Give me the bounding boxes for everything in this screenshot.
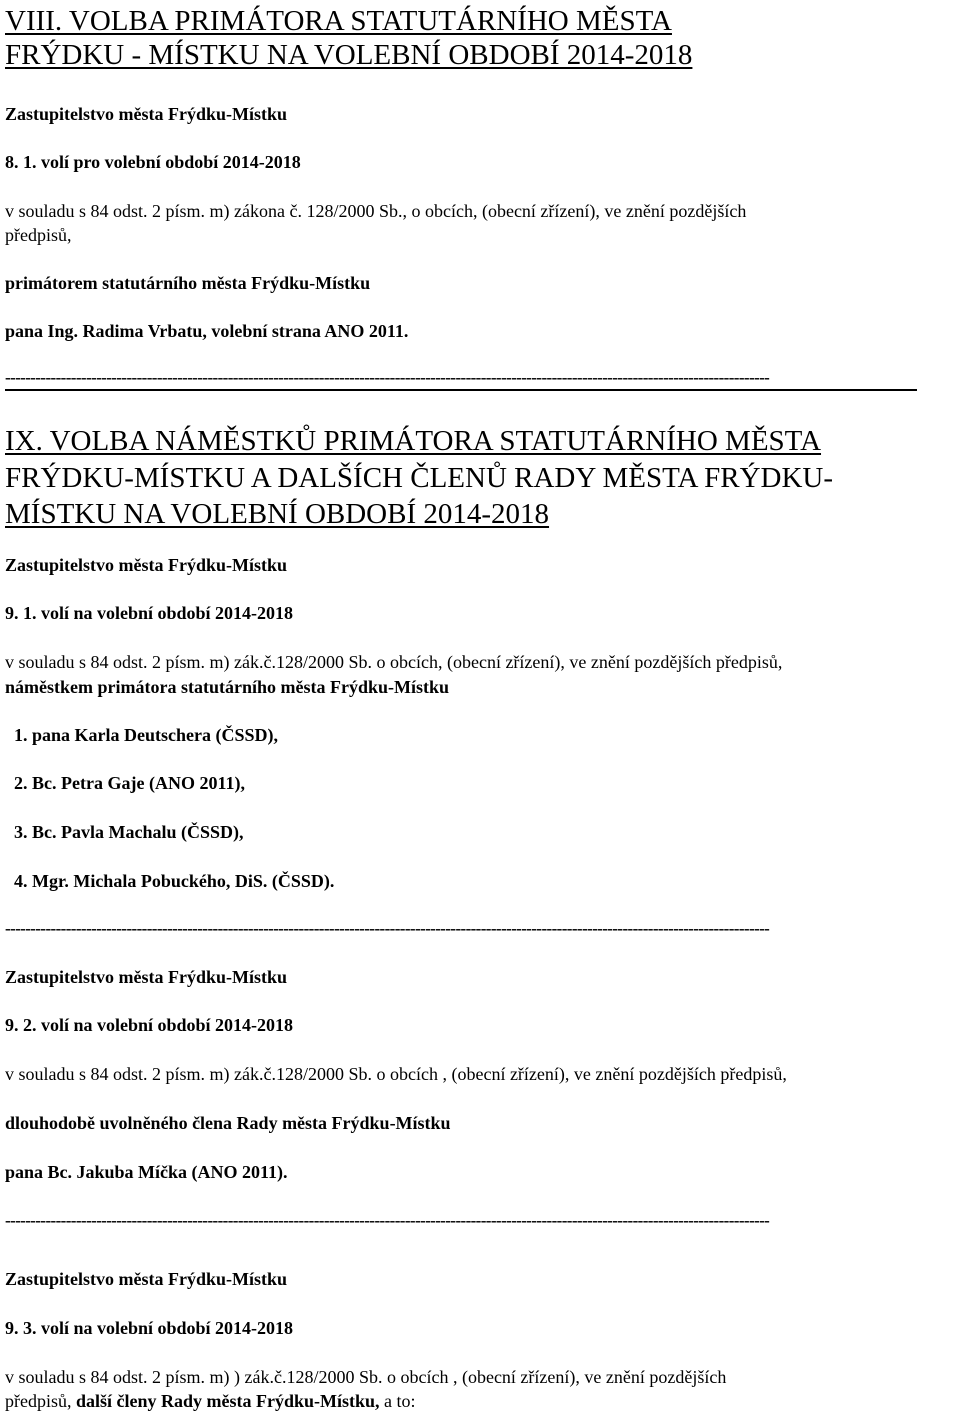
res-9-3-body: Zastupitelstvo města Frýdku-Místku <box>5 1269 288 1289</box>
section-9-heading-line-2: FRÝDKU-MÍSTKU A DALŠÍCH ČLENŮ RADY MĚSTA FRÝDKU- <box>5 462 834 494</box>
res-9-2-resolution: 9. 2. volí na volební období 2014-2018 <box>5 1015 294 1035</box>
res-9-1-person-3: 3. Bc. Pavla Machalu (ČSSD), <box>14 822 244 842</box>
res-9-1-law: v souladu s 84 odst. 2 písm. m) zák.č.128/2000 Sb. o obcích, (obecní zřízení), ve znění pozdějších předpisů, <box>5 652 783 672</box>
section-9-heading-line-3: MÍSTKU NA VOLEBNÍ OBDOBÍ 2014-2018 <box>5 498 550 530</box>
res-9-1-person-2: 2. Bc. Petra Gaje (ANO 2011), <box>14 773 245 793</box>
res-9-3-resolution: 9. 3. volí na volební období 2014-2018 <box>5 1318 294 1338</box>
res-9-1-body: Zastupitelstvo města Frýdku-Místku <box>5 555 288 575</box>
section-8-law-line-1: v souladu s 84 odst. 2 písm. m) zákona č. 128/2000 Sb., o obcích, (obecní zřízení), ve znění pozdějších <box>5 201 747 221</box>
res-9-3-law-line-1: v souladu s 84 odst. 2 písm. m) ) zák.č.128/2000 Sb. o obcích , (obecní zřízení), ve znění pozdějších <box>5 1367 727 1387</box>
separator-rule <box>5 389 917 391</box>
res-9-1-resolution: 9. 1. volí na volební období 2014-2018 <box>5 603 294 623</box>
section-8-role: primátorem statutárního města Frýdku-Místku <box>5 273 371 293</box>
res-9-1-role: náměstkem primátora statutárního města Frýdku-Místku <box>5 677 449 697</box>
section-8-person: pana Ing. Radima Vrbatu, volební strana ANO 2011. <box>5 321 409 341</box>
section-9-heading-line-1: IX. VOLBA NÁMĚSTKŮ PRIMÁTORA STATUTÁRNÍHO MĚSTA <box>5 425 822 457</box>
separator: ------------------------------------------------------------------------------------------------------------------------------------------------------- <box>5 369 770 387</box>
res-9-3-law-line-2-c: a to: <box>379 1391 416 1411</box>
section-8-body: Zastupitelstvo města Frýdku-Místku <box>5 104 288 124</box>
section-8-heading-line-2: FRÝDKU - MÍSTKU NA VOLEBNÍ OBDOBÍ 2014-2018 <box>5 39 693 71</box>
section-8-resolution: 8. 1. volí pro volební období 2014-2018 <box>5 152 301 172</box>
res-9-2-body: Zastupitelstvo města Frýdku-Místku <box>5 967 288 987</box>
res-9-2-person: pana Bc. Jakuba Míčka (ANO 2011). <box>5 1162 288 1182</box>
res-9-2-role: dlouhodobě uvolněného člena Rady města Frýdku-Místku <box>5 1113 451 1133</box>
res-9-2-law: v souladu s 84 odst. 2 písm. m) zák.č.128/2000 Sb. o obcích , (obecní zřízení), ve znění pozdějších předpisů, <box>5 1064 787 1084</box>
res-9-3-law-line-2 <box>5 1390 416 1412</box>
res-9-3-law-line-2-b: další členy Rady města Frýdku-Místku, <box>71 1391 380 1411</box>
res-9-1-person-1: 1. pana Karla Deutschera (ČSSD), <box>14 725 278 745</box>
res-9-3-law-line-2-a: předpisů, <box>5 1391 72 1411</box>
res-9-1-person-4: 4. Mgr. Michala Pobuckého, DiS. (ČSSD). <box>14 871 335 891</box>
separator: ------------------------------------------------------------------------------------------------------------------------------------------------------- <box>5 1212 770 1230</box>
section-8-heading-line-1: VIII. VOLBA PRIMÁTORA STATUTÁRNÍHO MĚSTA <box>5 5 672 37</box>
section-8-law-line-2: předpisů, <box>5 225 72 245</box>
separator: ------------------------------------------------------------------------------------------------------------------------------------------------------- <box>5 920 770 938</box>
